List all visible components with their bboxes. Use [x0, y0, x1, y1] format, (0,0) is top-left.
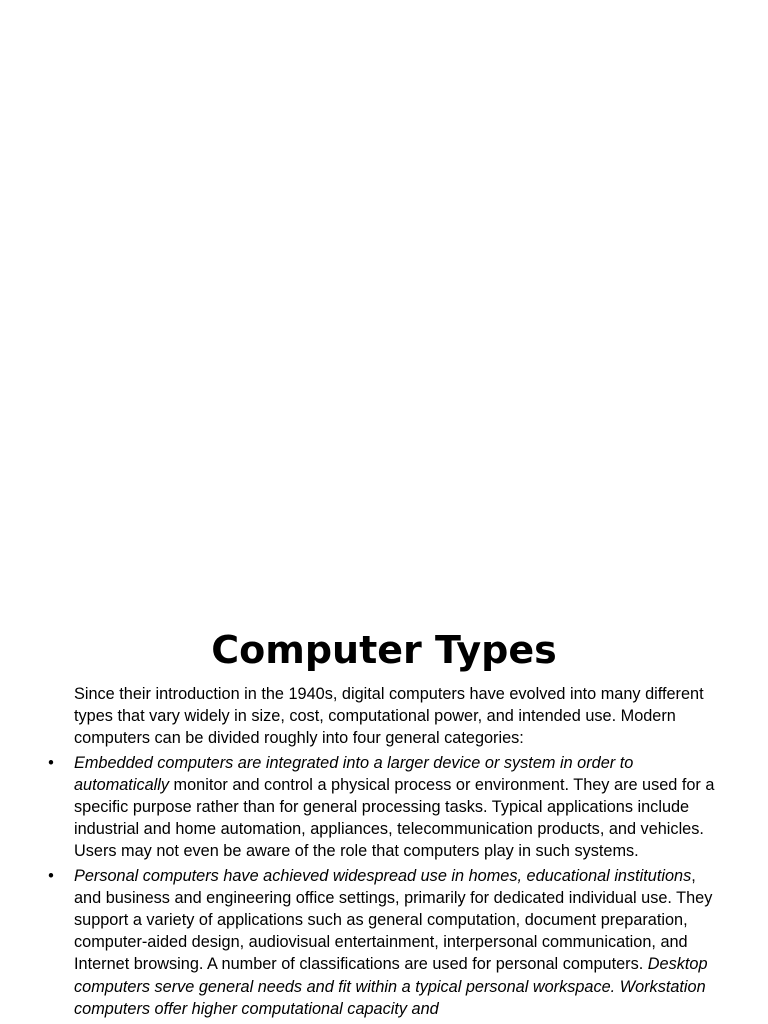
- embedded-computers-text: monitor and control a physical process or environment. They are used for a specific purpose rather than for general processing tasks. Typical applications include industrial and home automation, appliances, telecommunication products, and vehicles. Users may not even be aware of the role that computers play in such systems.: [74, 775, 715, 861]
- page-title: Computer Types: [211, 628, 557, 672]
- desktop-workstation-text: Desktop computers serve general needs and fit within a typical personal workspace. Workstation computers offer higher computational capacity and: [74, 955, 708, 1018]
- bullet-icon: •: [48, 866, 54, 885]
- bullet-icon: •: [48, 753, 54, 772]
- list-item: [48, 752, 724, 863]
- personal-computers-text: , and business and engineering office settings, primarily for dedicated individual use. They support a variety of applications such as general computation, document preparation, computer-aided design, audiovisual entertainment, interpersonal communication, and Internet browsing. A number of classifications are used for personal computers.: [74, 866, 713, 974]
- embedded-computers-lead: Embedded computers are integrated into a larger device or system in order to automatically: [74, 753, 634, 794]
- personal-computers-lead: Personal computers have achieved widespread use in homes, educational institutions: [74, 866, 692, 885]
- intro-paragraph: Since their introduction in the 1940s, digital computers have evolved into many different types that vary widely in size, cost, computational power, and intended use. Modern computers can be divided roughly into four general categories:: [74, 685, 704, 748]
- category-list: [48, 752, 724, 1020]
- document-body: [48, 683, 724, 1020]
- list-item: [48, 865, 724, 1020]
